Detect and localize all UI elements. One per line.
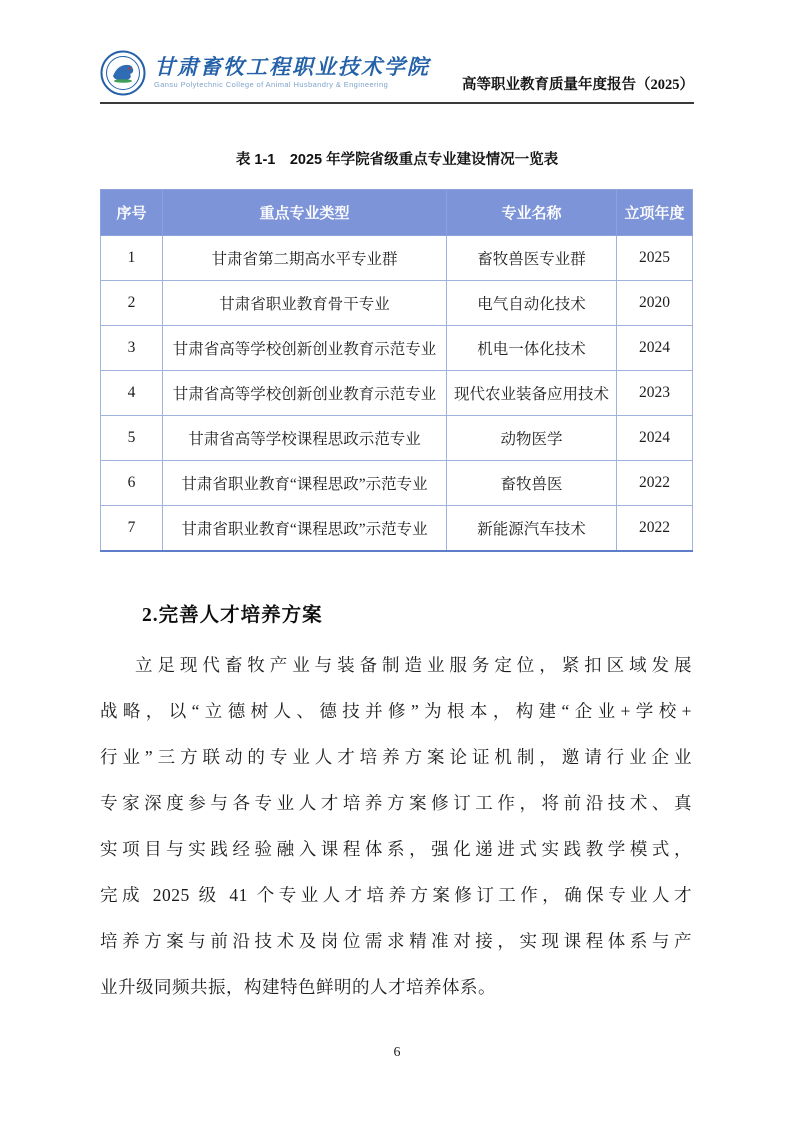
table-row [101, 326, 693, 371]
body-paragraph [100, 642, 692, 1010]
cell-major: 现代农业装备应用技术 [447, 371, 617, 416]
report-title: 高等职业教育质量年度报告（2025） [462, 77, 694, 93]
table-row [101, 506, 693, 551]
paragraph-line: 实项目与实践经验融入课程体系，强化递进式实践教学模式， [100, 838, 692, 859]
school-name-cn: 甘肃畜牧工程职业技术学院 [154, 55, 430, 80]
col-header-major: 专业名称 [447, 190, 617, 236]
page-header [100, 46, 694, 104]
paragraph-line: 完成 2025 级 41 个专业人才培养方案修订工作，确保专业人才 [100, 884, 692, 905]
col-header-type: 重点专业类型 [163, 190, 447, 236]
table-row [101, 236, 693, 281]
page-number: 6 [393, 1045, 401, 1060]
table-row [101, 416, 693, 461]
cell-type: 甘肃省高等学校课程思政示范专业 [163, 416, 447, 461]
cell-num: 5 [101, 416, 163, 461]
paragraph-line: 专家深度参与各专业人才培养方案修订工作，将前沿技术、真 [100, 792, 692, 813]
cell-year: 2022 [617, 461, 693, 506]
cell-num: 4 [101, 371, 163, 416]
cell-type: 甘肃省高等学校创新创业教育示范专业 [163, 326, 447, 371]
cell-year: 2023 [617, 371, 693, 416]
cell-num: 1 [101, 236, 163, 281]
paragraph-line: 立足现代畜牧产业与装备制造业服务定位，紧扣区域发展 [135, 654, 692, 675]
cell-year: 2020 [617, 281, 693, 326]
paragraph-line: 战略，以“立德树人、德技并修”为根本，构建“企业+学校+ [100, 700, 692, 721]
cell-major: 电气自动化技术 [447, 281, 617, 326]
cell-type: 甘肃省第二期高水平专业群 [163, 236, 447, 281]
col-header-num: 序号 [101, 190, 163, 236]
cell-type: 甘肃省职业教育“课程思政”示范专业 [163, 461, 447, 506]
school-names [154, 56, 430, 89]
majors-table [100, 189, 693, 552]
school-logo [100, 50, 430, 96]
cell-type: 甘肃省职业教育“课程思政”示范专业 [163, 506, 447, 551]
cell-major: 动物医学 [447, 416, 617, 461]
table-row [101, 281, 693, 326]
cell-year: 2024 [617, 416, 693, 461]
cell-num: 6 [101, 461, 163, 506]
school-name-en: Gansu Polytechnic College of Animal Husbandry & Engineering [154, 80, 389, 90]
table-row [101, 461, 693, 506]
cell-type: 甘肃省职业教育骨干专业 [163, 281, 447, 326]
paragraph-line: 业升级同频共振，构建特色鲜明的人才培养体系。 [100, 976, 496, 997]
table-caption: 表 1-1 2025 年学院省级重点专业建设情况一览表 [235, 152, 559, 168]
section-heading: 2.完善人才培养方案 [142, 604, 323, 626]
cell-year: 2022 [617, 506, 693, 551]
cell-year: 2024 [617, 326, 693, 371]
cell-year: 2025 [617, 236, 693, 281]
cell-major: 畜牧兽医专业群 [447, 236, 617, 281]
cell-num: 3 [101, 326, 163, 371]
cell-major: 畜牧兽医 [447, 461, 617, 506]
cell-num: 7 [101, 506, 163, 551]
paragraph-line: 培养方案与前沿技术及岗位需求精准对接，实现课程体系与产 [100, 930, 692, 951]
table-row [101, 371, 693, 416]
paragraph-line: 行业”三方联动的专业人才培养方案论证机制，邀请行业企业 [100, 746, 692, 767]
cell-major: 机电一体化技术 [447, 326, 617, 371]
cell-type: 甘肃省高等学校创新创业教育示范专业 [163, 371, 447, 416]
col-header-year: 立项年度 [617, 190, 693, 236]
cell-num: 2 [101, 281, 163, 326]
school-emblem-icon [100, 50, 146, 96]
table-header-row [101, 190, 693, 236]
cell-major: 新能源汽车技术 [447, 506, 617, 551]
